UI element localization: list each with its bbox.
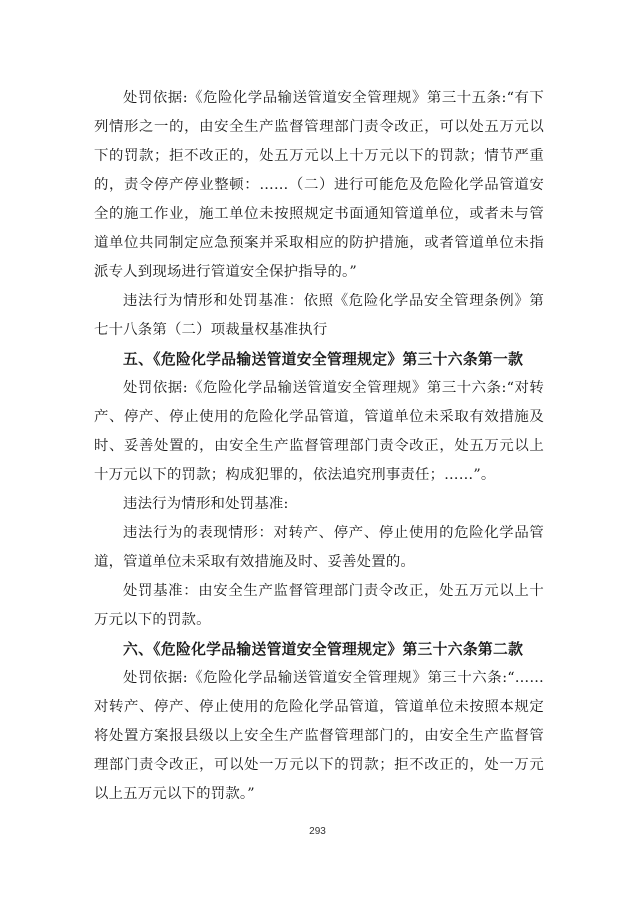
paragraph-penalty-basis-art36-2: 处罚依据:《危险化学品输送管道安全管理规》第三十六条:“……对转产、停产、停止使用的危险化学品管道，管道单位未按照本规定将处置方案报县级以上安全生产监督管理部门的，由安全生产监督管理部门责令改正，可以处一万元以下的罚款；拒不改正的，处一万元以上五万元以下的罚款。” — [94, 670, 544, 802]
section-heading-6: 六、《危险化学品输送管道安全管理规定》第三十六条第二款 — [123, 641, 524, 658]
paragraph-penalty-basis-art36-1: 处罚依据:《危险化学品输送管道安全管理规》第三十六条:“对转产、停产、停止使用的危险化学品管道，管道单位未采取有效措施及时、妥善处置的，由安全生产监督管理部门责令改正，处五万元以上十万元以下的罚款；构成犯罪的，依法追究刑事责任；……”。 — [94, 380, 544, 483]
paragraph-penalty-benchmark: 处罚基准：由安全生产监督管理部门责令改正，处五万元以上十万元以下的罚款。 — [94, 583, 544, 628]
paragraph-penalty-basis-art35: 处罚依据:《危险化学品输送管道安全管理规》第三十五条:“有下列情形之一的，由安全生产监督管理部门责令改正，可以处五万元以下的罚款；拒不改正的，处五万元以上十万元以下的罚款；情节严重的，责令停产停业整顿：……（二）进行可能危及危险化学品管道安全的施工作业，施工单位未按照规定书面通知管道单位，或者未与管道单位共同制定应急预案并采取相应的防护措施，或者管道单位未指派专人到现场进行管道安全保护指导的。” — [94, 90, 544, 280]
document-body — [94, 84, 544, 809]
section-heading-5: 五、《危险化学品输送管道安全管理规定》第三十六条第一款 — [123, 351, 524, 368]
paragraph-violation-benchmark-art35: 违法行为情形和处罚基准：依照《危险化学品安全管理条例》第七十八条第（二）项裁量权基准执行 — [94, 293, 544, 338]
page-number: 293 — [309, 826, 326, 837]
paragraph-violation-situation: 违法行为的表现情形：对转产、停产、停止使用的危险化学品管道，管道单位未采取有效措施及时、妥善处置的。 — [94, 525, 544, 570]
paragraph-violation-benchmark-label: 违法行为情形和处罚基准: — [123, 496, 289, 512]
